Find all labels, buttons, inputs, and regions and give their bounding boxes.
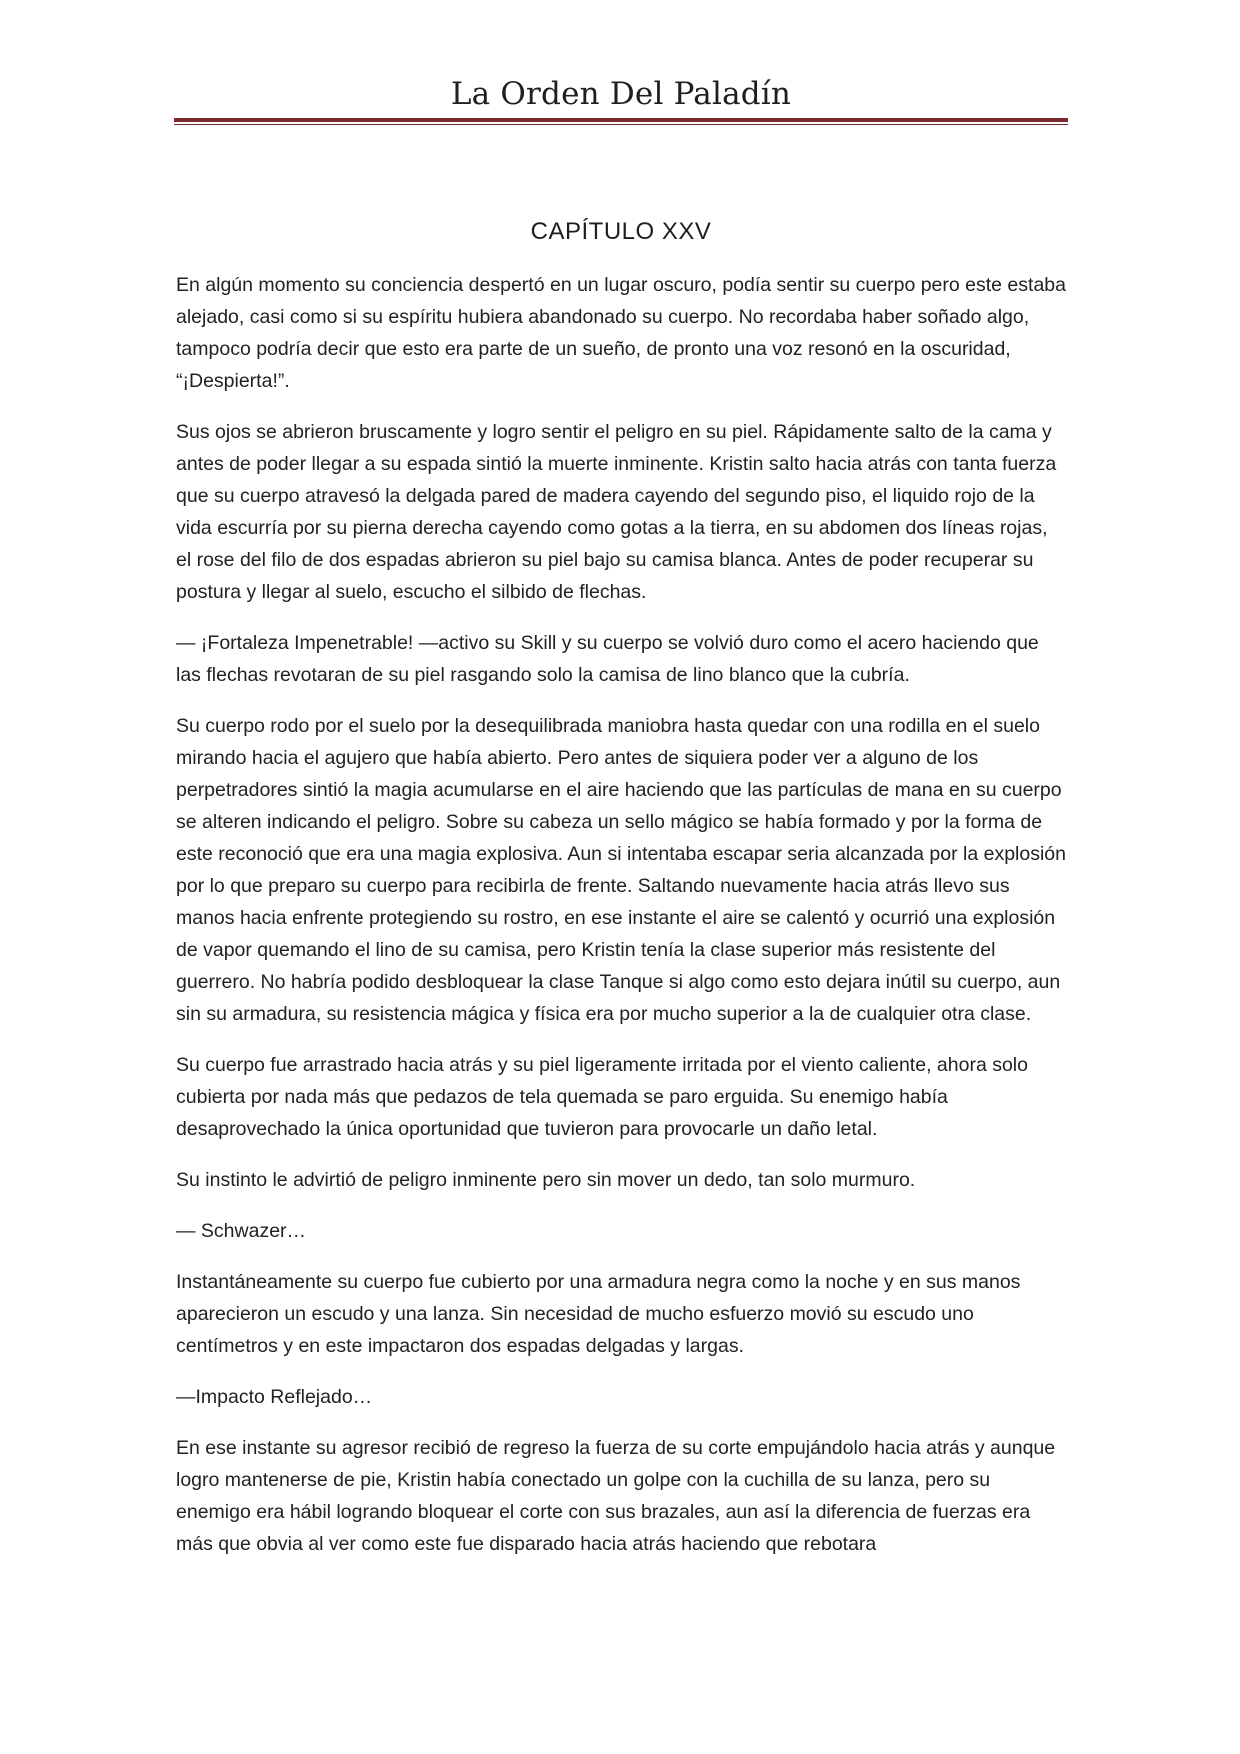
- paragraph: — Schwazer…: [176, 1220, 307, 1243]
- chapter-title: CAPÍTULO XXV: [530, 218, 712, 245]
- book-title: La Orden Del Paladín: [450, 76, 792, 112]
- paragraph: —Impacto Reflejado…: [176, 1386, 373, 1409]
- paragraph: Su instinto le advirtió de peligro inminente pero sin mover un dedo, tan solo murmuro.: [176, 1169, 916, 1192]
- page-body: [176, 216, 1066, 1579]
- paragraph: Su cuerpo rodo por el suelo por la desequilibrada maniobra hasta quedar con una rodilla en el suelo mirando hacia el agujero que había abierto. Pero antes de siquiera poder ver a alguno de los perpetradores sintió la magia acumularse en el aire haciendo que las partículas de mana en su cuerpo se alteren indicando el peligro. Sobre su cabeza un sello mágico se había formado y por la forma de este reconoció que era una magia explosiva. Aun si intentaba escapar seria alcanzada por la explosión por lo que preparo su cuerpo para recibirla de frente. Saltando nuevamente hacia atrás llevo sus manos hacia enfrente protegiendo su rostro, en ese instante el aire se calentó y ocurrió una explosión de vapor quemando el lino de su camisa, pero Kristin tenía la clase superior más resistente del guerrero. No habría podido desbloquear la clase Tanque si algo como esto dejara inútil su cuerpo, aun sin su armadura, su resistencia mágica y física era por mucho superior a la de cualquier otra clase.: [176, 715, 1066, 1026]
- header-rule-thin: [174, 124, 1068, 125]
- paragraph: — ¡Fortaleza Impenetrable! —activo su Skill y su cuerpo se volvió duro como el acero haciendo que las flechas revotaran de su piel rasgando solo la camisa de lino blanco que la cubría.: [176, 632, 1039, 687]
- page-header: [174, 70, 1068, 130]
- header-rule-thick: [174, 118, 1068, 122]
- paragraph: Su cuerpo fue arrastrado hacia atrás y su piel ligeramente irritada por el viento caliente, ahora solo cubierta por nada más que pedazos de tela quemada se paro erguida. Su enemigo había desaprovechado la única oportunidad que tuvieron para provocarle un daño letal.: [176, 1054, 1028, 1141]
- paragraph: Sus ojos se abrieron bruscamente y logro sentir el peligro en su piel. Rápidamente salto de la cama y antes de poder llegar a su espada sintió la muerte inminente. Kristin salto hacia atrás con tanta fuerza que su cuerpo atravesó la delgada pared de madera cayendo del segundo piso, el liquido rojo de la vida escurría por su pierna derecha cayendo como gotas a la tierra, en su abdomen dos líneas rojas, el rose del filo de dos espadas abrieron su piel bajo su camisa blanca. Antes de poder recuperar su postura y llegar al suelo, escucho el silbido de flechas.: [176, 421, 1057, 604]
- paragraph: En ese instante su agresor recibió de regreso la fuerza de su corte empujándolo hacia atrás y aunque logro mantenerse de pie, Kristin había conectado un golpe con la cuchilla de su lanza, pero su enemigo era hábil logrando bloquear el corte con sus brazales, aun así la diferencia de fuerzas era más que obvia al ver como este fue disparado hacia atrás haciendo que rebotara: [176, 1437, 1056, 1556]
- paragraph: En algún momento su conciencia despertó en un lugar oscuro, podía sentir su cuerpo pero este estaba alejado, casi como si su espíritu hubiera abandonado su cuerpo. No recordaba haber soñado algo, tampoco podría decir que esto era parte de un sueño, de pronto una voz resonó en la oscuridad, “¡Despierta!”.: [176, 274, 1066, 393]
- paragraph: Instantáneamente su cuerpo fue cubierto por una armadura negra como la noche y en sus manos aparecieron un escudo y una lanza. Sin necesidad de mucho esfuerzo movió su escudo uno centímetros y en este impactaron dos espadas delgadas y largas.: [176, 1271, 1021, 1358]
